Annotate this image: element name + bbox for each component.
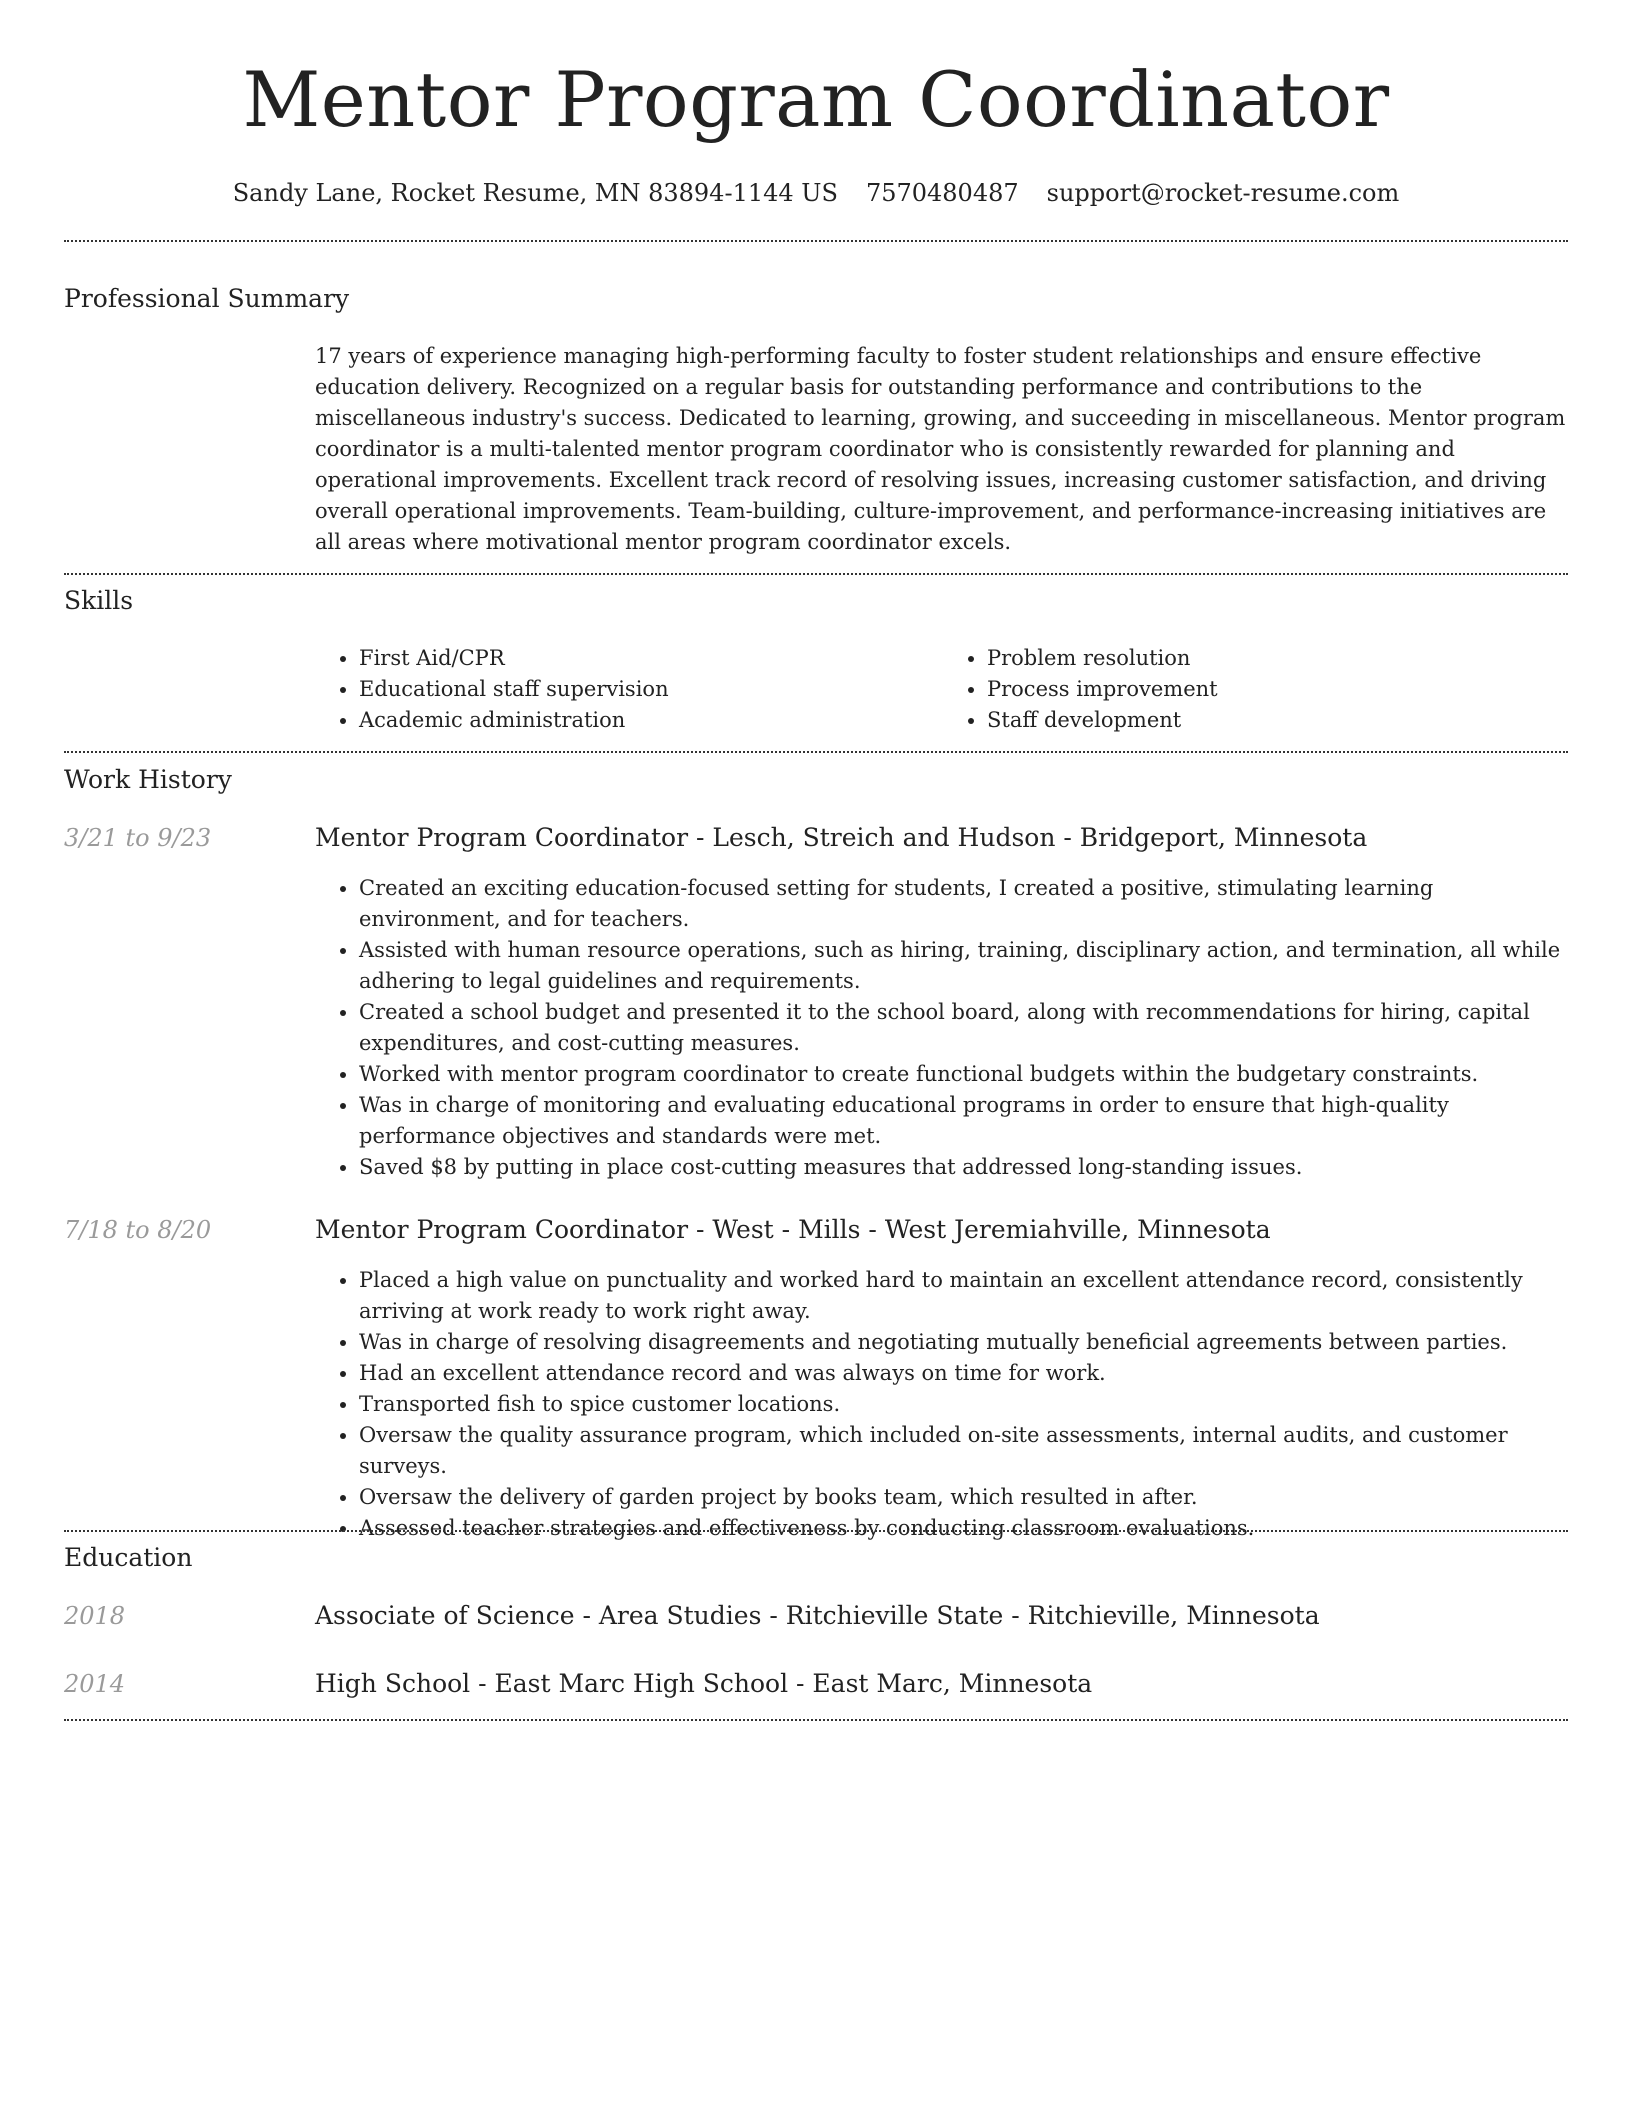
education-school: - East Marc High School - East Marc, Minnesota [470, 1669, 1093, 1698]
contact-address: Sandy Lane, Rocket Resume, MN 83894-1144 US [232, 179, 838, 207]
education-year: 2018 [64, 1602, 126, 1630]
job-bullet: • Worked with mentor program coordinator to create functional budgets within the budgetary constraints. [359, 1059, 1571, 1090]
job-title [315, 822, 1571, 854]
job-bullets [315, 1265, 1571, 1544]
section-divider [64, 573, 1568, 575]
education-degree: High School [315, 1669, 471, 1698]
education-heading: Education [64, 1543, 193, 1572]
job-bullets [315, 873, 1571, 1183]
candidate-name: Mentor Program Coordinator [242, 55, 1390, 144]
skill-item: • Academic administration [359, 705, 943, 736]
section-divider [64, 1719, 1568, 1721]
section-divider [64, 751, 1568, 753]
job-role: Mentor Program Coordinator [315, 1215, 689, 1244]
job-employer: - West - Mills - West Jeremiahville, Minnesota [688, 1215, 1271, 1244]
skill-item: • Problem resolution [987, 643, 1571, 674]
education-entry [315, 1600, 1571, 1632]
contact-email: support@rocket-resume.com [1046, 179, 1400, 207]
skills-list [315, 643, 1571, 736]
job-dates: 7/18 to 8/20 [64, 1216, 212, 1244]
education-degree: Associate of Science - Area Studies [315, 1601, 762, 1630]
contact-phone: 7570480487 [865, 179, 1019, 207]
skill-item: • Staff development [987, 705, 1571, 736]
job-bullet: • Saved $8 by putting in place cost-cutting measures that addressed long-standing issues. [359, 1152, 1571, 1183]
section-divider [64, 1530, 1568, 1532]
education-school: - Ritchieville State - Ritchieville, Minnesota [761, 1601, 1320, 1630]
job-bullet: • Created a school budget and presented it to the school board, along with recommendations for hiring, capital expenditures, and cost-cutting measures. [359, 997, 1571, 1059]
job-bullet: • Created an exciting education-focused setting for students, I created a positive, stimulating learning environment, and for teachers. [359, 873, 1571, 935]
job-bullet: • Was in charge of resolving disagreements and negotiating mutually beneficial agreements between parties. [359, 1327, 1571, 1358]
job-bullet: • Assessed teacher strategies and effectiveness by conducting classroom evaluations. [359, 1513, 1571, 1544]
skill-item: • First Aid/CPR [359, 643, 943, 674]
skill-item: • Educational staff supervision [359, 674, 943, 705]
job-title [315, 1214, 1571, 1246]
contact-line [0, 178, 1632, 208]
job-bullet: • Had an excellent attendance record and was always on time for work. [359, 1358, 1571, 1389]
job-bullet: • Assisted with human resource operations, such as hiring, training, disciplinary action, and termination, all while adhering to legal guidelines and requirements. [359, 935, 1571, 997]
education-year: 2014 [64, 1670, 126, 1698]
job-bullet: • Placed a high value on punctuality and worked hard to maintain an excellent attendance record, consistently arriving at work ready to work right away. [359, 1265, 1571, 1327]
summary-heading: Professional Summary [64, 284, 350, 313]
education-entry [315, 1668, 1571, 1700]
job-bullet: • Oversaw the quality assurance program, which included on-site assessments, internal audits, and customer surveys. [359, 1420, 1571, 1482]
job-bullet: • Oversaw the delivery of garden project by books team, which resulted in after. [359, 1482, 1571, 1513]
section-divider [64, 240, 1568, 242]
summary-text: 17 years of experience managing high-performing faculty to foster student relationships and ensure effective education delivery. Recognized on a regular basis for outstanding performance and contributions to the miscellaneous industry's success. Dedicated to learning, growing, and succeeding in miscellaneous. Mentor program coordinator is a multi-talented mentor program coordinator who is consistently rewarded for planning and operational improvements. Excellent track record of resolving issues, increasing customer satisfaction, and driving overall operational improvements. Team-building, culture-improvement, and performance-increasing initiatives are all areas where motivational mentor program coordinator excels. [315, 344, 1566, 554]
job-bullet: • Was in charge of monitoring and evaluating educational programs in order to ensure that high-quality performance objectives and standards were met. [359, 1090, 1571, 1152]
resume-header [0, 0, 1632, 208]
job-dates: 3/21 to 9/23 [64, 824, 212, 852]
job-employer: - Lesch, Streich and Hudson - Bridgeport, Minnesota [688, 823, 1368, 852]
skills-column-left [315, 643, 943, 736]
job-role: Mentor Program Coordinator [315, 823, 689, 852]
skill-item: • Process improvement [987, 674, 1571, 705]
work-history-heading: Work History [64, 765, 232, 794]
skills-column-right [943, 643, 1571, 736]
skills-heading: Skills [64, 586, 134, 615]
job-bullet: • Transported fish to spice customer locations. [359, 1389, 1571, 1420]
